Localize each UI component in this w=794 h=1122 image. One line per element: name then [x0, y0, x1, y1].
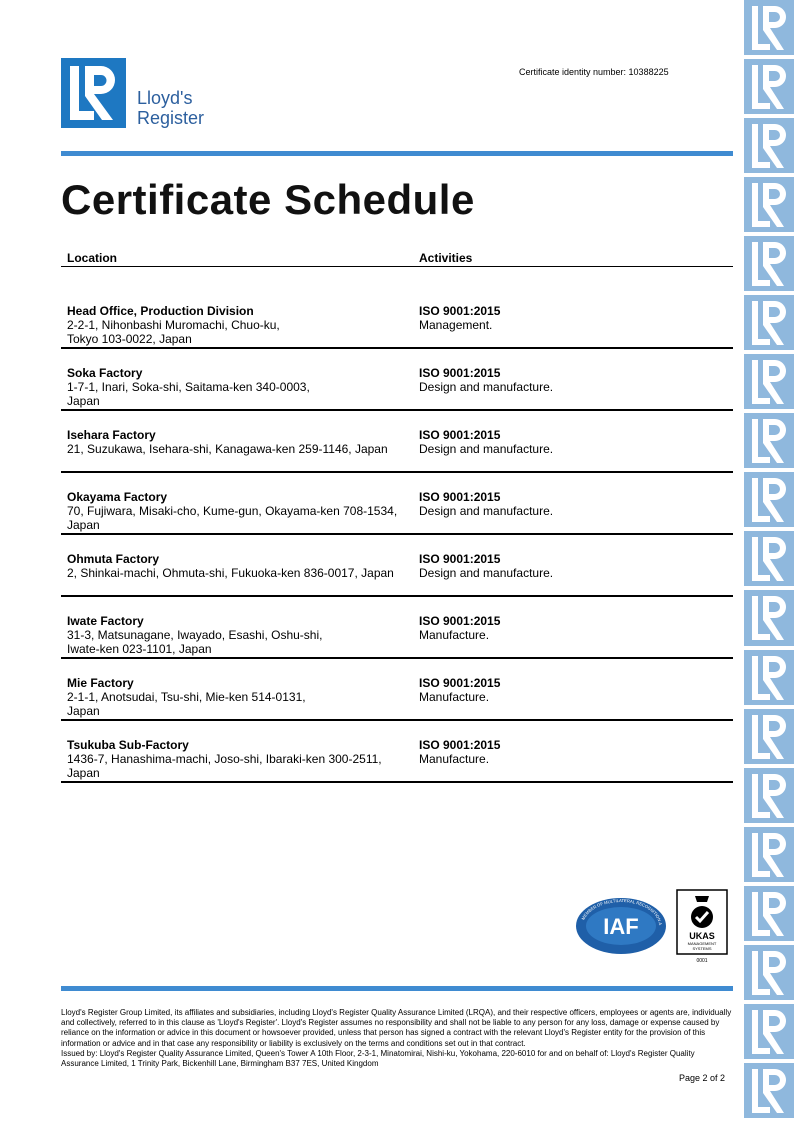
- footer-divider: [61, 986, 733, 991]
- lr-watermark-tile: [744, 177, 794, 232]
- location-address-line1: 1436-7, Hanashima-machi, Joso-shi, Ibaraki-ken 300-2511,: [67, 752, 382, 766]
- footer: [61, 1008, 733, 1069]
- activities-cell: [419, 552, 719, 580]
- standard: ISO 9001:2015: [419, 428, 501, 442]
- lr-watermark-tile: [744, 650, 794, 705]
- row-divider: [61, 471, 733, 473]
- lr-watermark-tile: [744, 531, 794, 586]
- lr-logo-icon: [61, 58, 126, 128]
- lr-watermark-tile: [744, 590, 794, 645]
- location-address-line1: 2-2-1, Nihonbashi Muromachi, Chuo-ku,: [67, 318, 280, 332]
- activity: Design and manufacture.: [419, 566, 554, 580]
- column-header-location: Location: [67, 251, 117, 265]
- activities-cell: [419, 366, 719, 394]
- lr-watermark-tile: [744, 0, 794, 55]
- location-cell: [67, 428, 407, 456]
- location-name: Soka Factory: [67, 366, 143, 380]
- activities-cell: [419, 490, 719, 518]
- footer-issued-by: Issued by: Lloyd's Register Quality Assurance Limited, Queen's Tower A 10th Floor, 2-3-1, Minatomirai, Nishi-ku, Yokohama, 220-6010 for and on behalf of: Lloyd's Register Quality Assurance Limited, 1 Trinity Park, Bickenhill Lane, Birmingham B37 7ES, United Kingdom: [61, 1048, 695, 1069]
- table-header-rule: [61, 266, 733, 267]
- location-name: Okayama Factory: [67, 490, 168, 504]
- location-address-line2: Japan: [67, 518, 100, 532]
- location-cell: [67, 304, 407, 346]
- location-name: Head Office, Production Division: [67, 304, 254, 318]
- location-address-line1: 1-7-1, Inari, Soka-shi, Saitama-ken 340-0003,: [67, 380, 310, 394]
- location-address-line2: Japan: [67, 704, 100, 718]
- iaf-ring-text: MEMBER OF MULTILATERAL RECOGNITION A: [580, 897, 664, 926]
- location-cell: [67, 490, 407, 532]
- activity: Manufacture.: [419, 628, 490, 642]
- location-cell: [67, 552, 407, 580]
- footer-disclaimer: Lloyd's Register Group Limited, its affiliates and subsidiaries, including Lloyd's Register Quality Assurance Limited (LRQA), and their respective officers, employees or agents are, individually and collectively, referred to in this clause as 'Lloyd's Register'. Lloyd's Register assumes no responsibility and shall not be liable to any person for any loss, damage or expense caused by reliance on the information or advice in this document or howsoever provided, unless that person has signed a contract with the relevant Lloyd's Register entity for the provision of this information or advice and in that case any responsibility or liability is exclusively on the terms and conditions set out in that contract.: [61, 1008, 732, 1048]
- lr-watermark-tile: [744, 472, 794, 527]
- standard: ISO 9001:2015: [419, 738, 501, 752]
- certificate-identity-number: Certificate identity number: 10388225: [519, 67, 669, 77]
- lr-watermark-tile: [744, 1063, 794, 1118]
- lr-watermark-tile: [744, 886, 794, 941]
- lr-watermark-tile: [744, 59, 794, 114]
- standard: ISO 9001:2015: [419, 304, 501, 318]
- brand-name: [137, 88, 204, 128]
- row-divider: [61, 657, 733, 659]
- location-address-line2: Tokyo 103-0022, Japan: [67, 332, 192, 346]
- standard: ISO 9001:2015: [419, 366, 501, 380]
- ukas-mark: [677, 890, 727, 964]
- lr-watermark-tile: [744, 236, 794, 291]
- row-divider: [61, 533, 733, 535]
- accreditation-marks: [575, 888, 735, 968]
- location-name: Tsukuba Sub-Factory: [67, 738, 189, 752]
- row-divider: [61, 781, 733, 783]
- lr-watermark-strip: [742, 0, 794, 1122]
- row-divider: [61, 409, 733, 411]
- lr-watermark-tile: [744, 413, 794, 468]
- activity: Design and manufacture.: [419, 380, 554, 394]
- header-divider: [61, 151, 733, 156]
- location-address-line2: Japan: [67, 394, 100, 408]
- location-name: Isehara Factory: [67, 428, 156, 442]
- location-cell: [67, 676, 407, 718]
- brand-name-line1: Lloyd's: [137, 88, 193, 108]
- lr-watermark-tile: [744, 295, 794, 350]
- activities-cell: [419, 676, 719, 704]
- location-name: Mie Factory: [67, 676, 134, 690]
- lloyds-register-logo: [61, 58, 211, 130]
- ukas-name: UKAS: [689, 931, 715, 941]
- row-divider: [61, 595, 733, 597]
- lr-watermark-tile: [744, 709, 794, 764]
- standard: ISO 9001:2015: [419, 552, 501, 566]
- ukas-sub2: SYSTEMS: [692, 946, 712, 951]
- location-address-line1: 31-3, Matsunagane, Iwayado, Esashi, Oshu-shi,: [67, 628, 323, 642]
- lr-watermark-tile: [744, 354, 794, 409]
- iaf-mark: [575, 888, 666, 954]
- activity: Design and manufacture.: [419, 504, 554, 518]
- location-address-line1: 21, Suzukawa, Isehara-shi, Kanagawa-ken 259-1146, Japan: [67, 442, 388, 456]
- ukas-number: 0001: [696, 958, 708, 964]
- location-address-line1: 70, Fujiwara, Misaki-cho, Kume-gun, Okayama-ken 708-1534,: [67, 504, 398, 518]
- row-divider: [61, 347, 733, 349]
- location-name: Iwate Factory: [67, 614, 144, 628]
- activity: Management.: [419, 318, 493, 332]
- location-address-line1: 2-1-1, Anotsudai, Tsu-shi, Mie-ken 514-0131,: [67, 690, 306, 704]
- standard: ISO 9001:2015: [419, 676, 501, 690]
- activity: Manufacture.: [419, 690, 490, 704]
- standard: ISO 9001:2015: [419, 614, 501, 628]
- lr-watermark-tile: [744, 827, 794, 882]
- location-address-line2: Iwate-ken 023-1101, Japan: [67, 642, 212, 656]
- activity: Manufacture.: [419, 752, 490, 766]
- page-number: Page 2 of 2: [679, 1073, 726, 1083]
- page-title: Certificate Schedule: [61, 176, 475, 223]
- lr-watermark-tile: [744, 118, 794, 173]
- activities-cell: [419, 614, 719, 642]
- lr-watermark-tile: [744, 768, 794, 823]
- activities-cell: [419, 738, 719, 766]
- location-cell: [67, 738, 407, 780]
- lr-watermark-tile: [744, 945, 794, 1000]
- iaf-text: IAF: [603, 914, 639, 939]
- activities-cell: [419, 304, 719, 332]
- ukas-sub1: MANAGEMENT: [687, 941, 717, 946]
- lr-watermark-tile: [744, 1004, 794, 1059]
- location-name: Ohmuta Factory: [67, 552, 160, 566]
- row-divider: [61, 719, 733, 721]
- location-cell: [67, 366, 407, 408]
- standard: ISO 9001:2015: [419, 490, 501, 504]
- activity: Design and manufacture.: [419, 442, 554, 456]
- location-address-line1: 2, Shinkai-machi, Ohmuta-shi, Fukuoka-ken 836-0017, Japan: [67, 566, 394, 580]
- location-address-line2: Japan: [67, 766, 100, 780]
- brand-name-line2: Register: [137, 108, 205, 128]
- column-header-activities: Activities: [419, 251, 473, 265]
- activities-cell: [419, 428, 719, 456]
- location-cell: [67, 614, 407, 656]
